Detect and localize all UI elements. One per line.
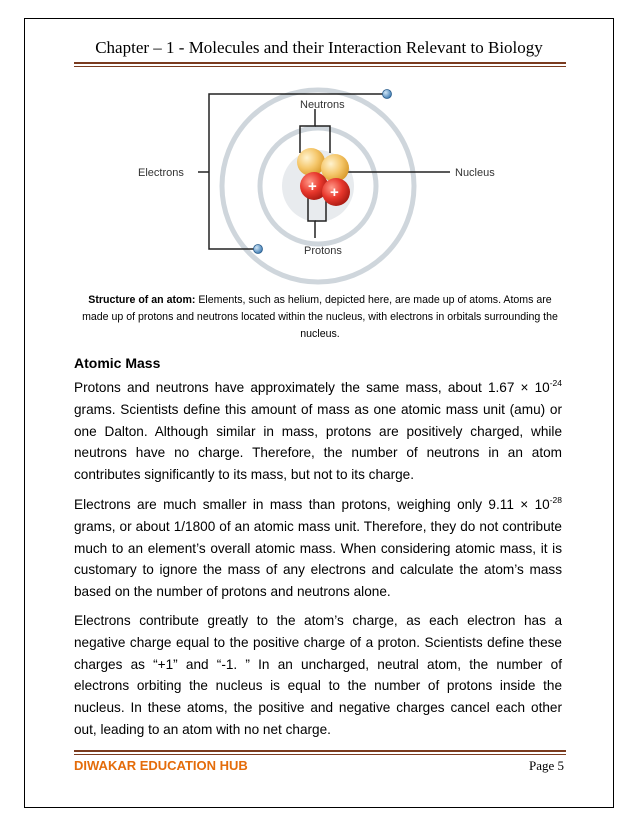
paragraph-1 [74, 377, 562, 486]
header-rule-thin [74, 66, 566, 67]
header-rule [74, 62, 566, 64]
section-heading: Atomic Mass [74, 355, 161, 371]
footer-rule-thin [74, 754, 566, 755]
neutron-particle [297, 148, 325, 176]
page-number: Page 5 [528, 758, 564, 773]
neutrons-label: Neutrons [300, 99, 345, 111]
electrons-label: Electrons [138, 167, 184, 179]
electron-particle [254, 245, 263, 254]
paragraph-1-rest: grams. Scientists define this amount of mass as one atomic mass unit (amu) or one Dalton. Although similar in mass, protons are positively charged, while neutrons have no charge. Therefore, the number of neutrons in an atom contributes significantly to its mass, but not to its charge. [74, 401, 562, 483]
caption-text: Elements, such as helium, depicted here, are made up of atoms. Atoms are made up of protons and neutrons located within the nucleus, with electrons in orbitals surrounding the nucleus. [82, 294, 558, 340]
electron-particle [383, 90, 392, 99]
paragraph-2-start: Electrons are much smaller in mass than protons, weighing only 9.11 × 10 [74, 497, 550, 512]
footer-brand: DIWAKAR EDUCATION HUB [74, 758, 248, 773]
exponent: -28 [549, 495, 562, 505]
page-header-title: Chapter – 1 - Molecules and their Interaction Relevant to Biology [95, 38, 543, 57]
protons-label: Protons [304, 245, 342, 257]
paragraph-2 [74, 494, 562, 603]
exponent: -24 [549, 378, 562, 388]
nucleus-label: Nucleus [455, 167, 495, 179]
atom-diagram [128, 86, 510, 286]
figure-caption [80, 292, 560, 343]
paragraph-1-start: Protons and neutrons have approximately the same mass, about 1.67 × 10 [74, 380, 550, 395]
paragraph-2-rest: grams, or about 1/1800 of an atomic mass unit. Therefore, they do not contribute much to an element’s overall atomic mass. When considering atomic mass, it is customary to ignore the mass of any electrons and calculate the atom’s mass based on the number of protons and neutrons alone. [74, 518, 562, 600]
caption-bold: Structure of an atom: [88, 294, 196, 306]
footer-rule [74, 750, 566, 752]
proton-plus-symbol: + [308, 178, 317, 195]
proton-plus-symbol: + [330, 184, 339, 201]
paragraph-3: Electrons contribute greatly to the atom’s charge, as each electron has a negative charge equal to the positive charge of a proton. Scientists define these charges as “+1” and “-1. ” In an uncharged, neutral atom, the number of electrons orbiting the nucleus is equal to the number of protons inside the nucleus. In these atoms, the positive and negative charges cancel each other out, leading to an atom with no net charge. [74, 613, 562, 737]
